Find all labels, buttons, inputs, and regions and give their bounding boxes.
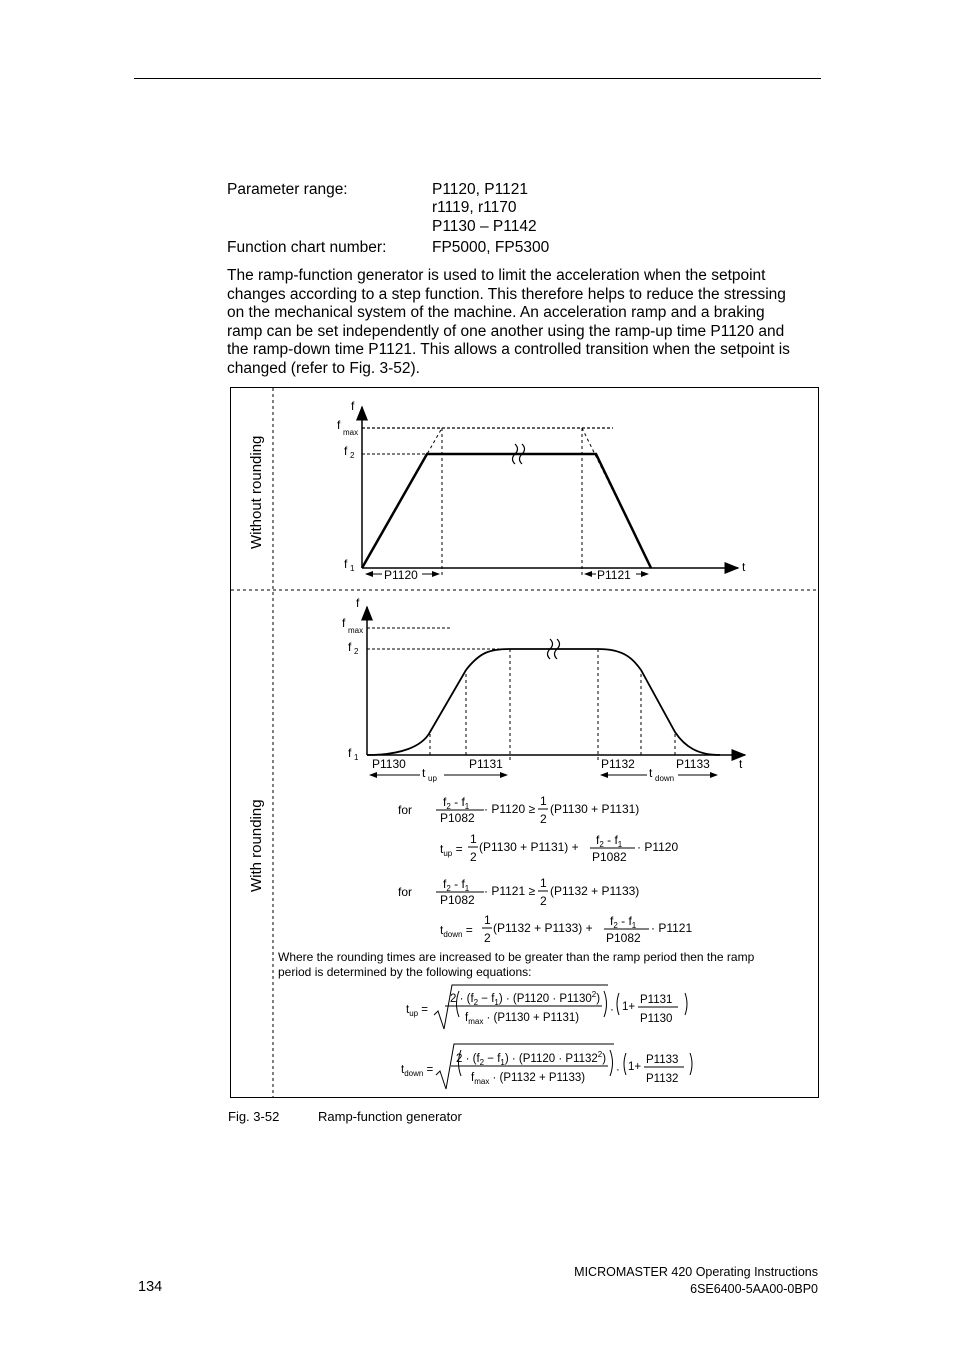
- svg-text:P1082: P1082: [606, 931, 641, 945]
- equations-block: [398, 794, 692, 945]
- bottom-f-label: f: [356, 596, 360, 610]
- svg-text:1: 1: [540, 794, 547, 808]
- function-chart-value: FP5000, FP5300: [432, 239, 550, 256]
- svg-text:tup =: $t_{up}$ =: [440, 842, 463, 858]
- body-line: changes according to a step function. This therefore helps to reduce the stressing: [227, 285, 786, 303]
- svg-text:1+: 1+: [622, 1001, 636, 1013]
- svg-text:f: f: [342, 616, 346, 630]
- p1131-label: P1131: [469, 757, 503, 771]
- svg-text:tdown =: $t_{down}$ =: [401, 1064, 434, 1078]
- svg-text:1: 1: [350, 564, 355, 573]
- bottom-ramp-curve: [367, 649, 720, 755]
- ramp-function-figure: [230, 387, 819, 1098]
- footer-product: MICROMASTER 420 Operating Instructions: [574, 1265, 818, 1279]
- svg-text:f: f: [344, 557, 348, 571]
- svg-text:2: 2: [484, 931, 491, 945]
- note-line-2: period is determined by the following equations:: [278, 965, 532, 979]
- svg-text:max: max: [348, 626, 364, 635]
- svg-text:2 · (f2 − f1) · (P1120 · P1130: $2 \cdot (f_2 - f_1) \cdot (P1120 \cdot P1130^2)$: [450, 990, 601, 1007]
- svg-text:1+: 1+: [628, 1061, 642, 1073]
- header-rule: [134, 78, 821, 79]
- svg-text:P1082: P1082: [592, 850, 627, 864]
- without-rounding-label: Without rounding: [248, 435, 265, 549]
- svg-text:t: t: [739, 757, 743, 771]
- p1130-label: P1130: [372, 757, 406, 771]
- page-number: 134: [138, 1279, 163, 1295]
- svg-text:1: 1: [354, 753, 359, 762]
- p1132-label: P1132: [601, 757, 635, 771]
- svg-text:· P1121: · P1121: [651, 921, 693, 935]
- svg-text:f: f: [348, 640, 352, 654]
- figure-number: Fig. 3-52: [228, 1109, 280, 1124]
- svg-text:P1132: P1132: [646, 1073, 679, 1085]
- svg-text:1: 1: [484, 913, 491, 927]
- param-range-value-1: P1120, P1121: [432, 181, 528, 198]
- svg-text:2: 2: [350, 451, 355, 460]
- svg-text:P1130: P1130: [640, 1013, 673, 1025]
- svg-text:fmax · (P1130 + P1131): $f_{max} \cdot (P1130 + P1131)$: [465, 1012, 580, 1026]
- svg-text:f2 - f1: $f_2 - f_1$: [596, 833, 623, 849]
- svg-text:t: t: [742, 560, 746, 574]
- svg-text:t: t: [649, 766, 653, 780]
- svg-text:·: ·: [610, 1004, 614, 1016]
- svg-text:P1131: P1131: [640, 994, 673, 1006]
- svg-text:1: 1: [470, 832, 477, 846]
- svg-text:2: 2: [540, 894, 547, 908]
- svg-text:P1133: P1133: [646, 1054, 679, 1066]
- svg-text:2: 2: [470, 850, 477, 864]
- svg-text:·: ·: [616, 1064, 620, 1076]
- footer-order-number: 6SE6400-5AA00-0BP0: [690, 1282, 818, 1296]
- for-label-2: for: [398, 885, 413, 899]
- svg-text:(P1130 + P1131) +: (P1130 + P1131) +: [479, 840, 579, 854]
- svg-text:up: up: [428, 774, 437, 783]
- svg-text:f: f: [348, 746, 352, 760]
- body-paragraph: [227, 267, 827, 378]
- svg-text:f2 - f1: $f_2 - f_1$: [443, 877, 470, 893]
- svg-text:P1082: P1082: [440, 811, 475, 825]
- p1121-label: P1121: [597, 568, 631, 582]
- svg-text:· P1121 ≥: · P1121 ≥: [484, 884, 536, 898]
- svg-text:· P1120 ≥: · P1120 ≥: [484, 802, 536, 816]
- top-plot: [337, 399, 746, 582]
- top-ramp-curve: [362, 454, 651, 568]
- param-range-value-3: P1130 – P1142: [432, 218, 537, 235]
- function-chart-label: Function chart number:: [227, 239, 387, 256]
- svg-text:1: 1: [540, 876, 547, 890]
- for-label-1: for: [398, 803, 413, 817]
- svg-text:P1082: P1082: [440, 893, 475, 907]
- with-rounding-label: With rounding: [248, 799, 265, 892]
- body-line: changed (refer to Fig. 3-52).: [227, 359, 420, 377]
- svg-text:(P1132 + P1133): (P1132 + P1133): [550, 884, 640, 898]
- svg-text:fmax · (P1132 + P1133): $f_{max} \cdot (P1132 + P1133)$: [471, 1072, 586, 1086]
- body-line: The ramp-function generator is used to limit the acceleration when the setpoint: [227, 267, 766, 284]
- svg-text:(P1132 + P1133) +: (P1132 + P1133) +: [493, 921, 593, 935]
- svg-text:f: f: [344, 444, 348, 458]
- param-range-value-2: r1119, r1170: [432, 199, 517, 216]
- param-range-label: Parameter range:: [227, 181, 348, 198]
- svg-text:down: down: [655, 774, 675, 783]
- figure-title: Ramp-function generator: [318, 1109, 462, 1124]
- svg-text:t: t: [422, 766, 426, 780]
- svg-text:f2 - f1: $f_2 - f_1$: [443, 795, 470, 811]
- svg-text:2: 2: [540, 812, 547, 826]
- svg-text:f: f: [337, 418, 341, 432]
- svg-text:tup =: $t_{up}$ =: [406, 1004, 429, 1018]
- top-f-label: f: [351, 399, 355, 413]
- svg-text:2 · (f2 − f1) · (P1120 · P1132: $2 \cdot (f_2 - f_1) \cdot (P1120 \cdot P1132^2)$: [456, 1050, 607, 1067]
- body-line: on the mechanical system of the machine. An acceleration ramp and a braking: [227, 304, 765, 321]
- sqrt-equations: [401, 985, 692, 1089]
- svg-text:max: max: [343, 428, 359, 437]
- svg-text:2: 2: [354, 647, 359, 656]
- svg-text:f2 - f1: $f_2 - f_1$: [610, 914, 637, 930]
- note-line-1: Where the rounding times are increased to be greater than the ramp period then the ramp: [278, 950, 755, 964]
- body-line: ramp can be set independently of one another using the ramp-up time P1120 and: [227, 322, 785, 340]
- svg-text:· P1120: · P1120: [637, 840, 679, 854]
- bottom-plot: [342, 596, 745, 783]
- p1133-label: P1133: [676, 757, 710, 771]
- svg-text:(P1130 + P1131): (P1130 + P1131): [550, 802, 640, 816]
- svg-text:tdown =: $t_{down}$ =: [440, 923, 473, 939]
- p1120-label: P1120: [384, 568, 418, 582]
- body-line: the ramp-down time P1121. This allows a controlled transition when the setpoint is: [227, 341, 790, 358]
